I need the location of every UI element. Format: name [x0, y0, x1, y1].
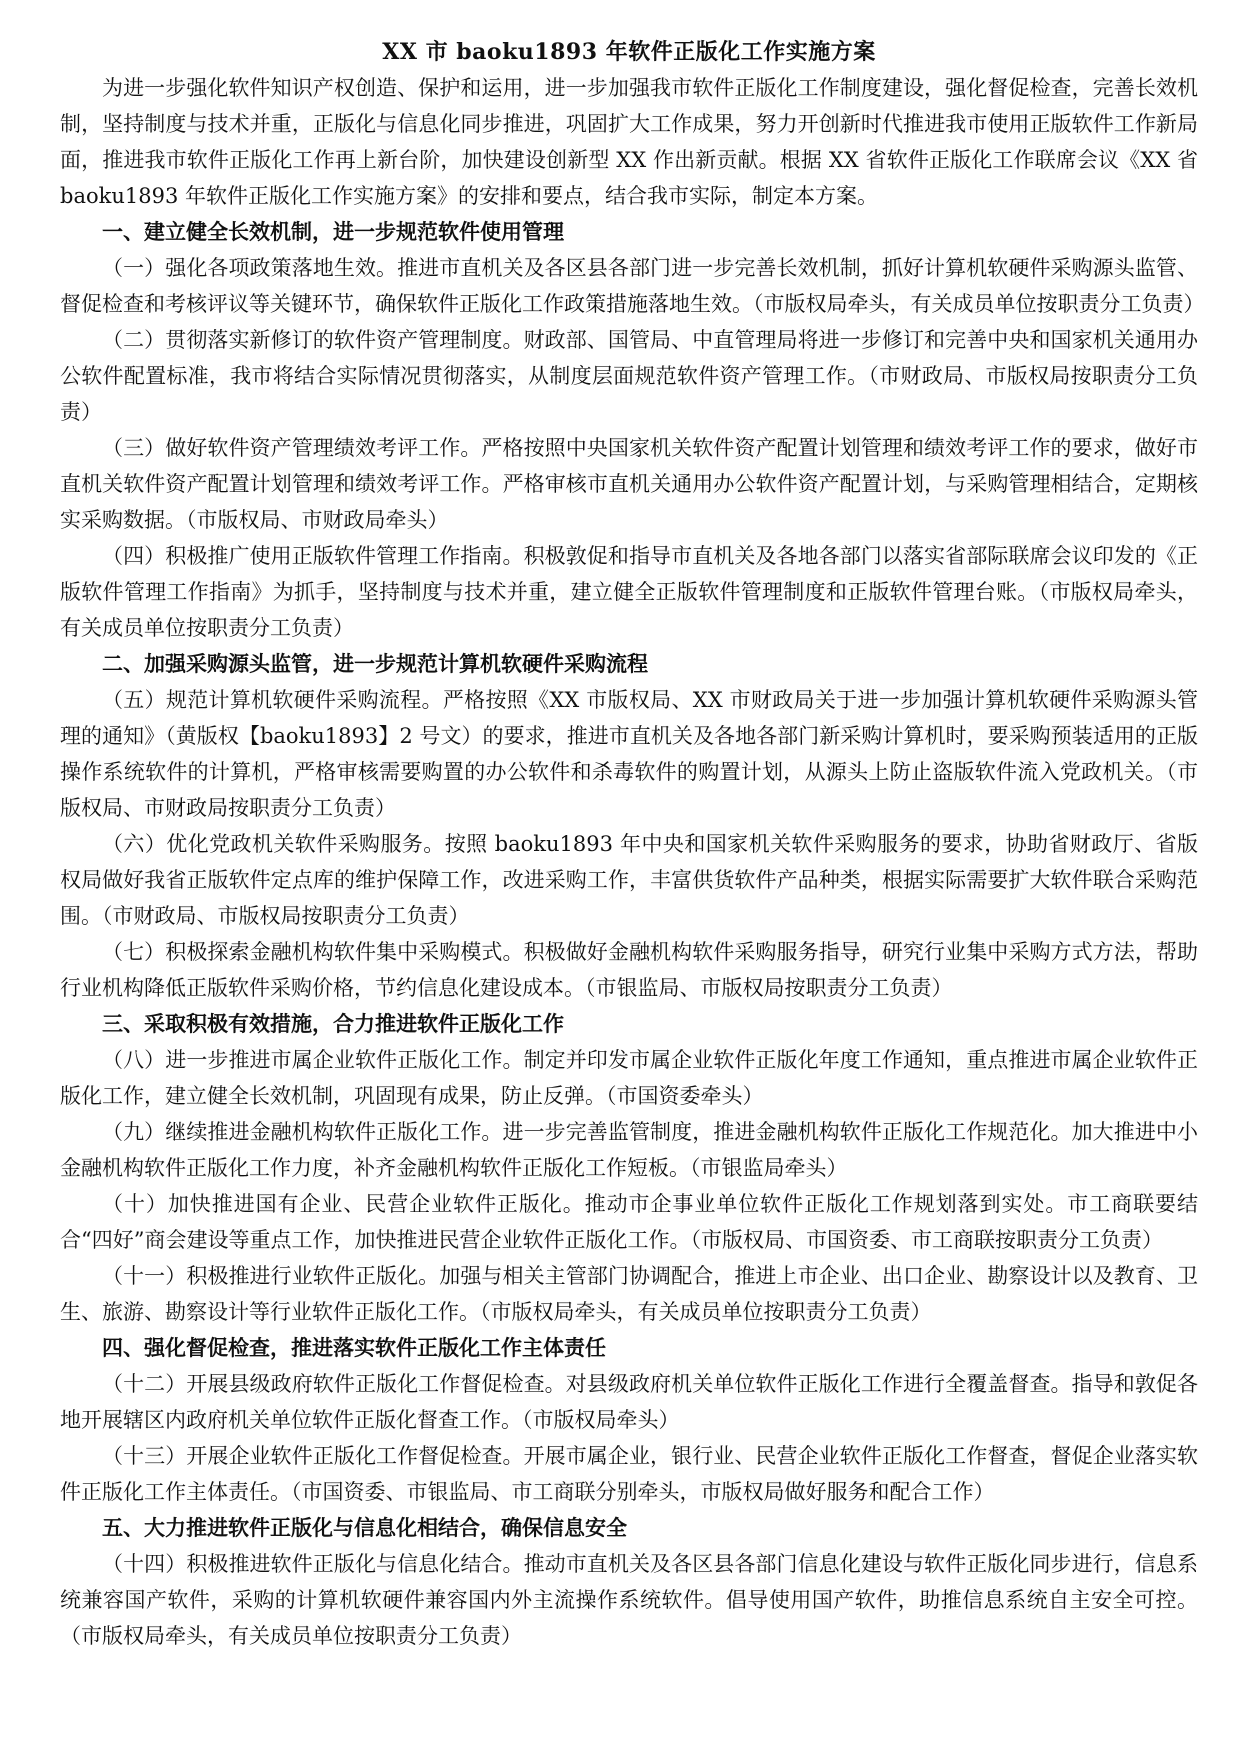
section-paragraph: （十）加快推进国有企业、民营企业软件正版化。推动市企事业单位软件正版化工作规划落到实处。市工商联要结合“四好”商会建设等重点工作，加快推进民营企业软件正版化工作。（市版权局、市国资委、市工商联按职责分工负责） — [60, 1192, 1198, 1252]
section-1 — [60, 214, 1205, 646]
section-heading: 三、采取积极有效措施，合力推进软件正版化工作 — [102, 1011, 564, 1036]
section-4 — [60, 1330, 1198, 1510]
section-heading: 四、强化督促检查，推进落实软件正版化工作主体责任 — [102, 1335, 606, 1360]
section-3 — [60, 1006, 1198, 1330]
section-5 — [60, 1510, 1198, 1654]
section-2 — [60, 646, 1198, 1006]
section-paragraph: （九）继续推进金融机构软件正版化工作。进一步完善监管制度，推进金融机构软件正版化工作规范化。加大推进中小金融机构软件正版化工作力度，补齐金融机构软件正版化工作短板。（市银监局牵头） — [60, 1120, 1198, 1180]
section-heading: 五、大力推进软件正版化与信息化相结合，确保信息安全 — [102, 1515, 627, 1540]
section-paragraph: （一）强化各项政策落地生效。推进市直机关及各区县各部门进一步完善长效机制，抓好计算机软硬件采购源头监管、督促检查和考核评议等关键环节，确保软件正版化工作政策措施落地生效。（市版权局牵头，有关成员单位按职责分工负责） — [60, 256, 1205, 316]
section-heading: 二、加强采购源头监管，进一步规范计算机软硬件采购流程 — [102, 651, 648, 676]
section-paragraph: （五）规范计算机软硬件采购流程。严格按照《XX 市版权局、XX 市财政局关于进一步加强计算机软硬件采购源头管理的通知》（黄版权【baoku1893】2 号文）的要求，推进市直机关及各地各部门新采购计算机时，要采购预装适用的正版操作系统软件的计算机，严格审核需要购置的办公软件和杀毒软件的购置计划，从源头上防止盗版软件流入党政机关。（市版权局、市财政局按职责分工负责） — [60, 688, 1198, 820]
section-paragraph: （七）积极探索金融机构软件集中采购模式。积极做好金融机构软件采购服务指导，研究行业集中采购方式方法，帮助行业机构降低正版软件采购价格，节约信息化建设成本。（市银监局、市版权局按职责分工负责） — [60, 940, 1198, 1000]
section-paragraph: （八）进一步推进市属企业软件正版化工作。制定并印发市属企业软件正版化年度工作通知，重点推进市属企业软件正版化工作，建立健全长效机制，巩固现有成果，防止反弹。（市国资委牵头） — [60, 1048, 1198, 1108]
section-paragraph: （三）做好软件资产管理绩效考评工作。严格按照中央国家机关软件资产配置计划管理和绩效考评工作的要求，做好市直机关软件资产配置计划管理和绩效考评工作。严格审核市直机关通用办公软件资产配置计划，与采购管理相结合，定期核实采购数据。（市版权局、市财政局牵头） — [60, 436, 1198, 532]
section-paragraph: （二）贯彻落实新修订的软件资产管理制度。财政部、国管局、中直管理局将进一步修订和完善中央和国家机关通用办公软件配置标准，我市将结合实际情况贯彻落实，从制度层面规范软件资产管理工作。（市财政局、市版权局按职责分工负责） — [60, 328, 1198, 424]
section-paragraph: （十二）开展县级政府软件正版化工作督促检查。对县级政府机关单位软件正版化工作进行全覆盖督查。指导和敦促各地开展辖区内政府机关单位软件正版化督查工作。（市版权局牵头） — [60, 1372, 1198, 1432]
section-paragraph: （十三）开展企业软件正版化工作督促检查。开展市属企业，银行业、民营企业软件正版化工作督查，督促企业落实软件正版化工作主体责任。（市国资委、市银监局、市工商联分别牵头，市版权局做好服务和配合工作） — [60, 1444, 1198, 1504]
document-title: XX 市 baoku1893 年软件正版化工作实施方案 — [382, 39, 876, 65]
intro-paragraph: 为进一步强化软件知识产权创造、保护和运用，进一步加强我市软件正版化工作制度建设，强化督促检查，完善长效机制，坚持制度与技术并重，正版化与信息化同步推进，巩固扩大工作成果，努力开创新时代推进我市使用正版软件工作新局面，推进我市软件正版化工作再上新台阶，加快建设创新型 XX 作出新贡献。根据 XX 省软件正版化工作联席会议《XX 省 baoku1893 年软件正版化工作实施方案》的安排和要点，结合我市实际，制定本方案。 — [60, 76, 1198, 208]
section-paragraph: （十四）积极推进软件正版化与信息化结合。推动市直机关及各区县各部门信息化建设与软件正版化同步进行，信息系统兼容国产软件，采购的计算机软硬件兼容国内外主流操作系统软件。倡导使用国产软件，助推信息系统自主安全可控。（市版权局牵头，有关成员单位按职责分工负责） — [60, 1552, 1198, 1648]
section-paragraph: （六）优化党政机关软件采购服务。按照 baoku1893 年中央和国家机关软件采购服务的要求，协助省财政厅、省版权局做好我省正版软件定点库的维护保障工作，改进采购工作，丰富供货软件产品种类，根据实际需要扩大软件联合采购范围。（市财政局、市版权局按职责分工负责） — [60, 832, 1198, 928]
section-paragraph: （十一）积极推进行业软件正版化。加强与相关主管部门协调配合，推进上市企业、出口企业、勘察设计以及教育、卫生、旅游、勘察设计等行业软件正版化工作。（市版权局牵头，有关成员单位按职责分工负责） — [60, 1264, 1198, 1324]
section-paragraph: （四）积极推广使用正版软件管理工作指南。积极敦促和指导市直机关及各地各部门以落实省部际联席会议印发的《正版软件管理工作指南》为抓手，坚持制度与技术并重，建立健全正版软件管理制度和正版软件管理台账。（市版权局牵头，有关成员单位按职责分工负责） — [60, 544, 1198, 640]
section-heading: 一、建立健全长效机制，进一步规范软件使用管理 — [102, 219, 564, 244]
